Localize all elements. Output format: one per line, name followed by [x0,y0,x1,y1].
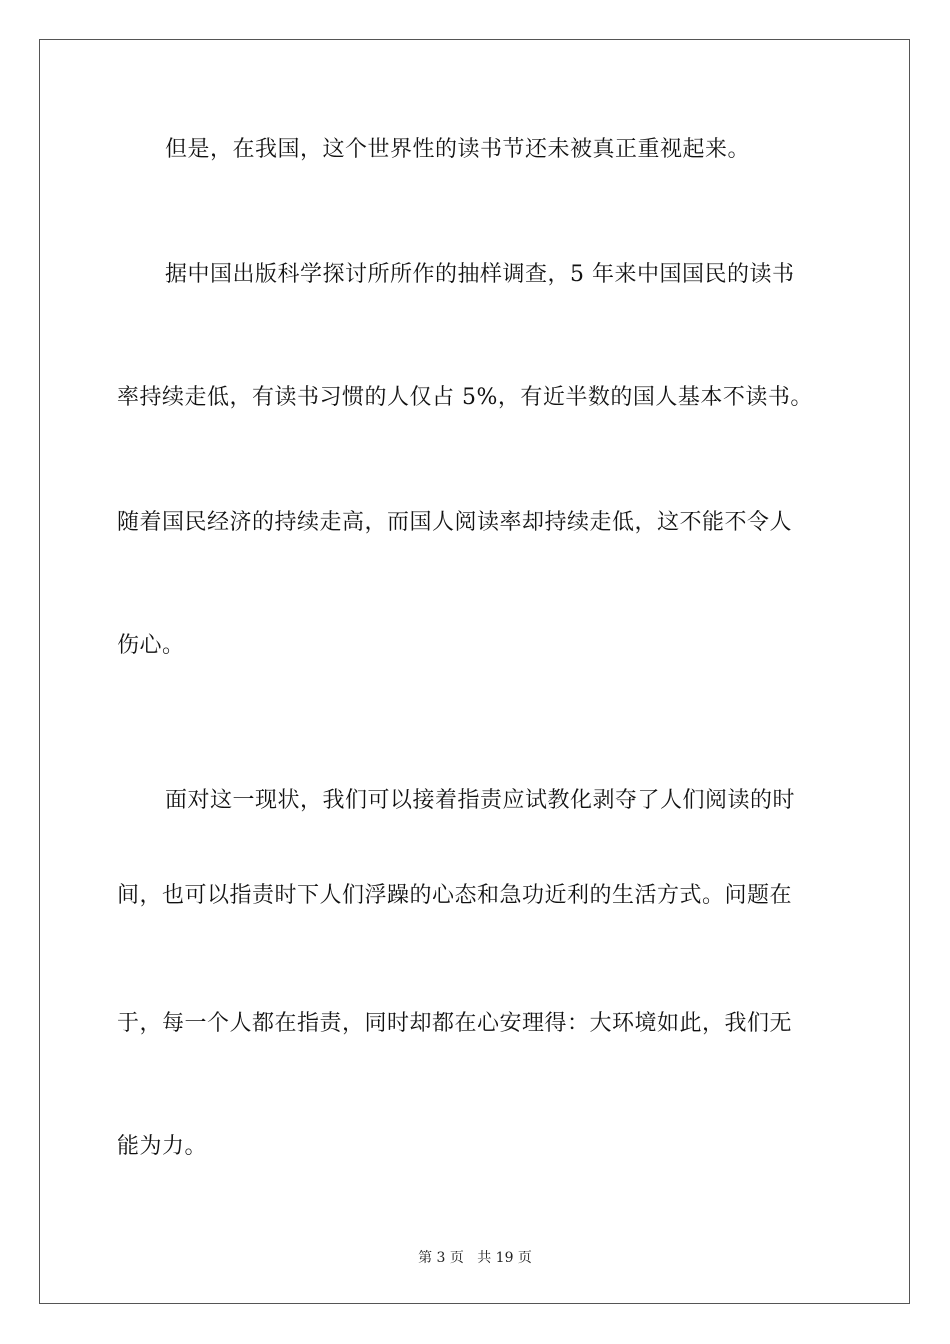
paragraph-3-line-3: 于，每一个人都在指责，同时却都在心安理得：大环境如此，我们无 [117,1011,793,1036]
paragraph-2-line-4: 伤心。 [117,633,185,658]
paragraph-2-line-3: 随着国民经济的持续走高，而国人阅读率却持续走低，这不能不令人 [117,510,793,535]
page-number-footer: 第 3 页 共 19 页 [418,1250,532,1266]
page-border [39,39,910,1304]
paragraph-3-line-2: 间，也可以指责时下人们浮躁的心态和急功近利的生活方式。问题在 [117,883,793,908]
paragraph-2-line-1: 据中国出版科学探讨所所作的抽样调查，5 年来中国国民的读书 [165,262,795,287]
paragraph-3-line-1: 面对这一现状，我们可以接着指责应试教化剥夺了人们阅读的时 [165,788,796,813]
paragraph-3-line-4: 能为力。 [117,1134,208,1159]
paragraph-2-line-2: 率持续走低，有读书习惯的人仅占 5%，有近半数的国人基本不读书。 [117,385,813,410]
paragraph-1-line-1: 但是，在我国，这个世界性的读书节还未被真正重视起来。 [165,137,751,162]
